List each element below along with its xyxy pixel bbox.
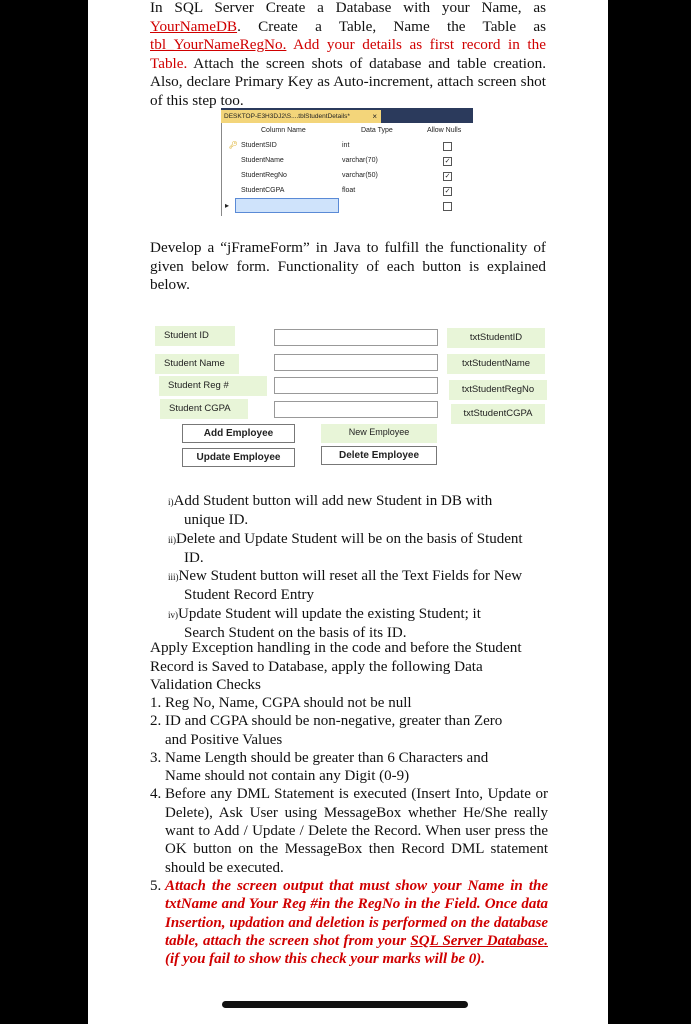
exception-paragraph: Apply Exception handling in the code and before the Student Record is Saved to Database, apply the following Data Validation Checks [150, 639, 522, 693]
add-employee-button[interactable]: Add Employee [182, 424, 295, 443]
table-row[interactable] [221, 168, 473, 183]
field-name-name: txtStudentName [447, 354, 545, 374]
update-employee-button[interactable]: Update Employee [182, 448, 295, 467]
table-row[interactable] [221, 138, 473, 153]
col-header-type: Data Type [361, 127, 393, 134]
row-marker-icon: ▸ [225, 201, 230, 210]
button-functionality-list [168, 492, 548, 642]
label-student-name: Student Name [155, 354, 239, 374]
column-type: varchar(50) [342, 172, 378, 179]
intro-red-text: Add your details as first record in the Table. [150, 36, 546, 72]
close-icon[interactable]: × [372, 112, 377, 121]
ssms-tab-bar [221, 108, 473, 123]
column-name: StudentSID [241, 142, 277, 149]
allow-nulls-checkbox[interactable] [443, 202, 452, 211]
label-student-cgpa: Student CGPA [160, 399, 248, 419]
txt-student-id-input[interactable] [274, 329, 438, 346]
allow-nulls-checkbox[interactable]: ✓ [444, 158, 451, 165]
allow-nulls-checkbox[interactable]: ✓ [444, 188, 451, 195]
ssms-table-designer [221, 108, 473, 216]
develop-paragraph: Develop a “jFrameForm” in Java to fulfill the functionality of given below form. Functionality of each button is explained below. [150, 239, 546, 293]
col-header-nulls: Allow Nulls [427, 127, 462, 134]
txt-student-name-input[interactable] [274, 354, 438, 371]
list-item: iii)New Student button will reset all the Text Fields for New Student Record Entry [168, 568, 523, 604]
field-name-cgpa: txtStudentCGPA [451, 404, 545, 424]
column-name: StudentName [241, 157, 284, 164]
ssms-tab[interactable] [221, 110, 381, 123]
document-page [88, 0, 608, 1024]
list-item: 3. Name Length should be greater than 6 Characters and Name should not contain any Digit (0-9) [150, 749, 489, 785]
list-item: 2. ID and CGPA should be non-negative, greater than Zero and Positive Values [150, 713, 503, 748]
intro-paragraph [150, 0, 546, 110]
txt-student-cgpa-input[interactable] [274, 401, 438, 418]
key-icon: 🔑︎ [229, 142, 238, 149]
column-name: StudentRegNo [241, 172, 287, 179]
intro-text-6: Attach the screen shots of database and table creation. Also, declare Primary Key as Auto-increment, attach screen shot of this step too. [150, 54, 546, 109]
field-name-regno: txtStudentRegNo [449, 380, 547, 400]
list-item-red: 5. Attach the screen output that must show your Name in the txtName and Your Reg #in the RegNo in the Field. Once data Insertion, updation and deletion is performed on the database table, attach the screen shot from your SQL Server Database. (if you fail to show this check your marks will be 0). [150, 877, 548, 968]
list-item: ii)Delete and Update Student will be on the basis of Student ID. [168, 530, 523, 566]
column-type: int [342, 142, 350, 149]
table-name-text: tbl_YourNameRegNo. [150, 36, 287, 53]
list-item: iv)Update Student will update the existing Student; it Search Student on the basis of its ID. [168, 605, 481, 642]
home-indicator[interactable] [222, 1001, 468, 1008]
list-item: 1. Reg No, Name, CGPA should not be null [150, 695, 412, 711]
table-row[interactable] [221, 183, 473, 198]
ssms-header-row [221, 123, 473, 138]
list-item: 4. Before any DML Statement is executed (Insert Into, Update or Delete), Ask User using MessageBox whether He/She really want to Add / Update / Delete the Record. When user press the OK button on the MessageBox then Record DML statement should be executed. [150, 786, 548, 876]
allow-nulls-checkbox[interactable]: ✓ [444, 173, 451, 180]
table-row[interactable] [221, 153, 473, 168]
ssms-tab-title: DESKTOP-E3H3DJ2\S....tblStudentDetails* [224, 113, 350, 120]
field-name-id: txtStudentID [447, 328, 545, 348]
txt-student-regno-input[interactable] [274, 377, 438, 394]
table-row-new[interactable] [221, 198, 473, 213]
intro-text-1: In SQL Server Create a Database with your Name, as [150, 0, 546, 16]
db-name-text: YourNameDB [150, 17, 238, 35]
column-type: varchar(70) [342, 157, 378, 164]
intro-text-3: . Create a Table, Name the Table as [237, 17, 546, 35]
column-name: StudentCGPA [241, 187, 285, 194]
new-employee-button[interactable]: New Employee [321, 424, 437, 443]
validation-checks-list [150, 694, 548, 968]
label-student-reg: Student Reg # [159, 376, 267, 396]
new-column-name-cell[interactable] [235, 198, 339, 213]
ssms-left-border [221, 123, 222, 216]
delete-employee-button[interactable]: Delete Employee [321, 446, 437, 465]
label-student-id: Student ID [155, 326, 235, 346]
allow-nulls-checkbox[interactable] [443, 142, 452, 151]
list-item: i)Add Student button will add new Student in DB with unique ID. [168, 493, 493, 529]
col-header-name: Column Name [261, 127, 306, 134]
column-type: float [342, 187, 356, 194]
